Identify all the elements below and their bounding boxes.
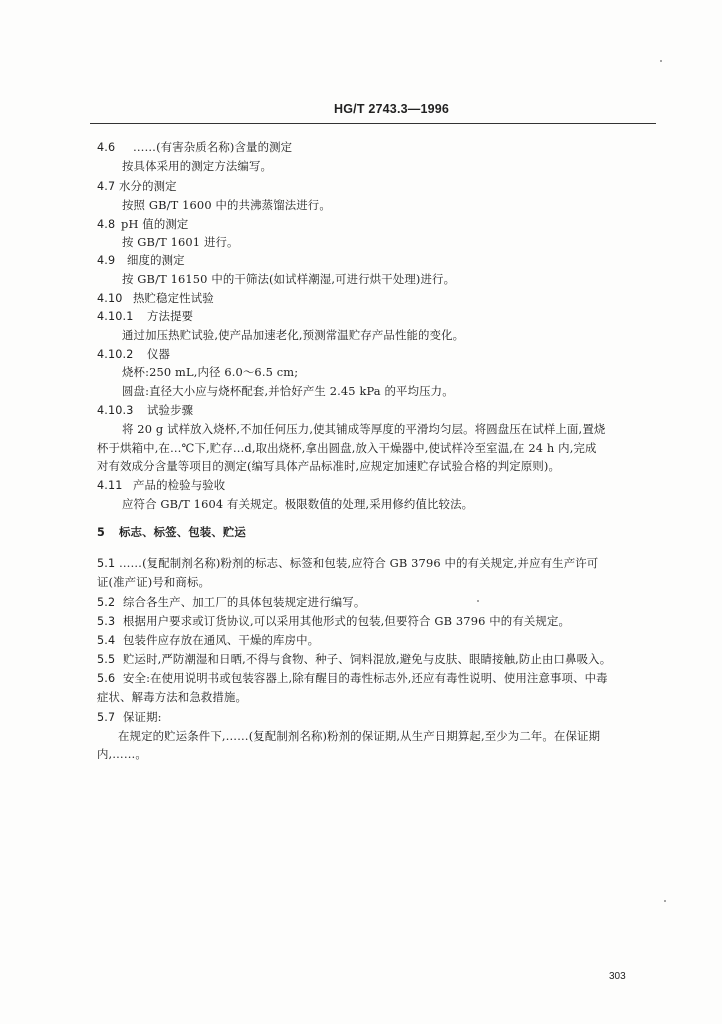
paragraph-text: 在规定的贮运条件下,……(复配制剂名称)粉剂的保证期,从生产日期算起,至少为二年。在保证期 [118,729,601,743]
clause-number: 4.9 [97,254,116,267]
clause-5-5 [97,651,611,668]
scan-speck [664,900,666,902]
clause-title: 保证期: [123,710,162,724]
clause-4-9 [97,252,185,269]
clause-4-8 [97,216,188,233]
chapter-number: 5 [97,526,105,539]
clause-number: 5.5 [97,653,116,666]
clause-number: 4.10.2 [97,348,134,361]
clause-5-1 [97,555,598,572]
clause-4-10-1 [97,308,193,325]
clause-title: pH 值的测定 [121,217,189,231]
clause-title: 试验步骤 [147,403,194,417]
clause-number: 4.10.1 [97,310,134,323]
clause-title: ……(有害杂质名称)含量的测定 [133,140,293,154]
clause-4-11 [97,477,225,494]
clause-title: 仪器 [147,347,171,361]
paragraph-text: 证(准产证)号和商标。 [97,575,211,589]
clause-title: 细度的测定 [127,253,185,267]
paragraph-text: 对有效成分含量等项目的测定(编写具体产品标准时,应规定加速贮存试验合格的判定原则)。 [97,459,561,473]
paragraph-text: 杯于烘箱中,在…℃下,贮存…d,取出烧杯,拿出圆盘,放入干燥器中,使试样冷至室温,在 24 h 内,完成 [97,441,597,455]
clause-5-3 [97,613,570,630]
clause-5-7 [97,709,162,726]
paragraph-text: 通过加压热贮试验,使产品加速老化,预测常温贮存产品性能的变化。 [122,328,465,342]
chapter-5-heading [97,524,246,541]
clause-text: ……(复配制剂名称)粉剂的标志、标签和包装,应符合 GB 3796 中的有关规定,并应有生产许可 [119,556,599,570]
paragraph-text: 按 GB/T 1601 进行。 [122,235,239,249]
header-rule [90,123,656,124]
clause-text: 安全:在使用说明书或包装容器上,除有醒目的毒性标志外,还应有毒性说明、使用注意事项、中毒 [123,671,608,685]
clause-4-6 [97,139,292,156]
clause-number: 5.6 [97,672,116,685]
chapter-title: 标志、标签、包装、贮运 [119,525,246,539]
clause-title: 方法提要 [147,309,194,323]
clause-number: 5.7 [97,711,116,724]
clause-number: 5.2 [97,596,116,609]
clause-number: 4.7 [97,180,116,193]
paragraph-text: 按照 GB/T 1600 中的共沸蒸馏法进行。 [122,198,331,212]
clause-4-10-2 [97,346,170,363]
paragraph-text: 症状、解毒方法和急救措施。 [97,690,248,704]
page-number: 303 [609,971,626,982]
clause-number: 5.3 [97,615,116,628]
clause-number: 4.8 [97,218,116,231]
clause-number: 4.10 [97,292,123,305]
clause-4-10-3 [97,402,193,419]
paragraph-text: 将 20 g 试样放入烧杯,不加任何压力,使其铺成等厚度的平滑均匀层。将圆盘压在试样上面,置烧 [122,422,606,436]
paragraph-text: 内,……。 [97,747,147,761]
paragraph-text: 按 GB/T 16150 中的干筛法(如试样潮湿,可进行烘干处理)进行。 [122,272,456,286]
clause-5-4 [97,632,319,649]
scan-speck [660,60,662,62]
clause-number: 5.1 [97,557,116,570]
clause-number: 5.4 [97,634,116,647]
clause-text: 包装件应存放在通风、干燥的库房中。 [123,633,320,647]
clause-5-6 [97,670,608,687]
paragraph-text: 应符合 GB/T 1604 有关规定。极限数值的处理,采用修约值比较法。 [122,497,474,511]
clause-title: 产品的检验与验收 [133,478,226,492]
clause-5-2 [97,594,365,611]
clause-text: 贮运时,严防潮湿和日晒,不得与食物、种子、饲料混放,避免与皮肤、眼睛接触,防止由口鼻吸入。 [123,652,612,666]
standard-code: HG/T 2743.3—1996 [334,102,450,116]
clause-title: 水分的测定 [119,179,177,193]
paragraph-text: 按具体采用的测定方法编写。 [122,159,273,173]
clause-4-7 [97,178,177,195]
paragraph-text: 圆盘:直径大小应与烧杯配套,并恰好产生 2.45 kPa 的平均压力。 [122,384,454,398]
clause-title: 热贮稳定性试验 [133,291,214,305]
clause-number: 4.11 [97,479,123,492]
clause-text: 综合各生产、加工厂的具体包装规定进行编写。 [123,595,366,609]
paragraph-text: 烧杯:250 mL,内径 6.0～6.5 cm; [122,365,299,379]
clause-4-10 [97,290,214,307]
clause-number: 4.10.3 [97,404,134,417]
clause-text: 根据用户要求或订货协议,可以采用其他形式的包装,但要符合 GB 3796 中的有关规定。 [123,614,571,628]
scan-speck [477,600,479,602]
clause-number: 4.6 [97,141,116,154]
